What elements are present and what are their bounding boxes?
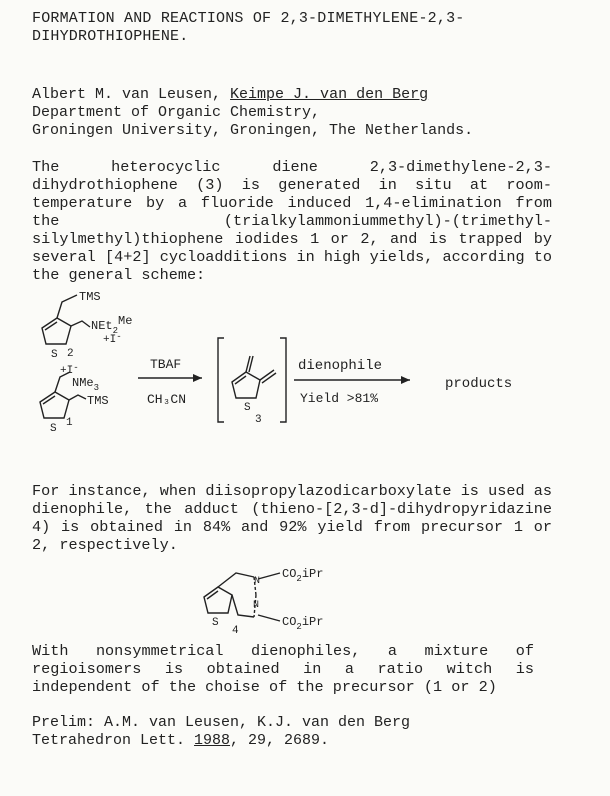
department: Department of Organic Chemistry, — [32, 104, 321, 121]
co2ipr-top-label: $CO_2iPr$ — [282, 567, 324, 584]
intro-paragraph: The heterocyclic diene 2,3-dimethylene-2,3-dihydrothiophene (3) is generated in situ at room-temperature by a fluoride induced 1,4-elimination from the (trialkylammoniummethyl)-(trimethyl-silylmethyl)thiophene iodides 1 or 2, and is trapped by several [4+2] cycloadditions in high yields, according to the general scheme: — [32, 158, 552, 284]
paper-title — [32, 10, 572, 46]
prelim-authors: Prelim: A.M. van Leusen, K.J. van den Berg — [32, 714, 411, 731]
tms-label-top: TMS — [79, 290, 101, 304]
regioisomer-paragraph: With nonsymmetrical dienophiles, a mixture of regioisomers is obtained in a ratio witch is independent of the choise of the precursor (1 or 2) — [32, 642, 534, 696]
tbaf-label: TBAF — [150, 357, 182, 372]
compound-number-3: 3 — [255, 414, 262, 426]
ch3cn-label: CH₃CN — [147, 392, 187, 407]
adduct-4-scheme — [196, 565, 396, 635]
reaction-scheme — [0, 282, 610, 482]
author-2-presenting: Keimpe J. van den Berg — [230, 86, 429, 103]
tms-label-bottom: TMS — [87, 394, 109, 408]
yield-label: Yield >81% — [300, 391, 379, 406]
dienophile-label: dienophile — [298, 358, 383, 374]
sulfur-label-3: S — [244, 402, 251, 414]
iodide-label-2: +I- — [103, 332, 122, 346]
title-line-1: FORMATION AND REACTIONS OF 2,3-DIMETHYLENE-2,3- — [32, 10, 465, 27]
products-label: products — [445, 376, 513, 392]
journal-name: Tetrahedron Lett. — [32, 732, 195, 749]
compound-3-structure — [232, 356, 276, 398]
bracket-right — [280, 338, 286, 422]
iodide-label-1: +I- — [60, 363, 79, 377]
dienophile-arrowhead — [401, 376, 410, 384]
title-line-2: DIHYDROTHIOPHENE. — [32, 28, 189, 45]
prelim-reference — [32, 714, 410, 750]
sulfur-label-4: S — [212, 617, 219, 629]
citation-volume-page: , 29, 2689. — [230, 732, 330, 749]
bracket-left — [218, 338, 224, 422]
nme3-label: NMe$_3$ — [72, 376, 100, 393]
compound-number-1: 1 — [66, 417, 73, 429]
tbaf-arrowhead — [193, 374, 202, 382]
co2ipr-bottom-label: $CO_2iPr$ — [282, 615, 324, 632]
citation-year: 1988 — [194, 732, 231, 749]
affiliation: Groningen University, Groningen, The Netherlands. — [32, 122, 474, 139]
compound-number-2: 2 — [67, 348, 74, 360]
sulfur-label-2: S — [51, 349, 58, 361]
author-block — [32, 86, 592, 140]
net2me-label: NEt$_2$Me — [91, 314, 133, 336]
author-1: Albert M. van Leusen, — [32, 86, 231, 103]
compound-4-structure — [204, 573, 280, 621]
nitrogen-label-top: N — [254, 576, 261, 587]
nitrogen-label-bottom: N — [253, 600, 260, 611]
compound-number-4: 4 — [232, 625, 239, 637]
sulfur-label-1: S — [50, 423, 57, 435]
prelim-citation — [32, 732, 410, 750]
author-line — [32, 86, 592, 104]
adduct-paragraph: For instance, when diisopropylazodicarboxylate is used as dienophile, the adduct (thieno-[2,3-d]-dihydropyridazine 4) is obtained in 84% and 92% yield from precursor 1 or 2, respectively. — [32, 482, 552, 554]
